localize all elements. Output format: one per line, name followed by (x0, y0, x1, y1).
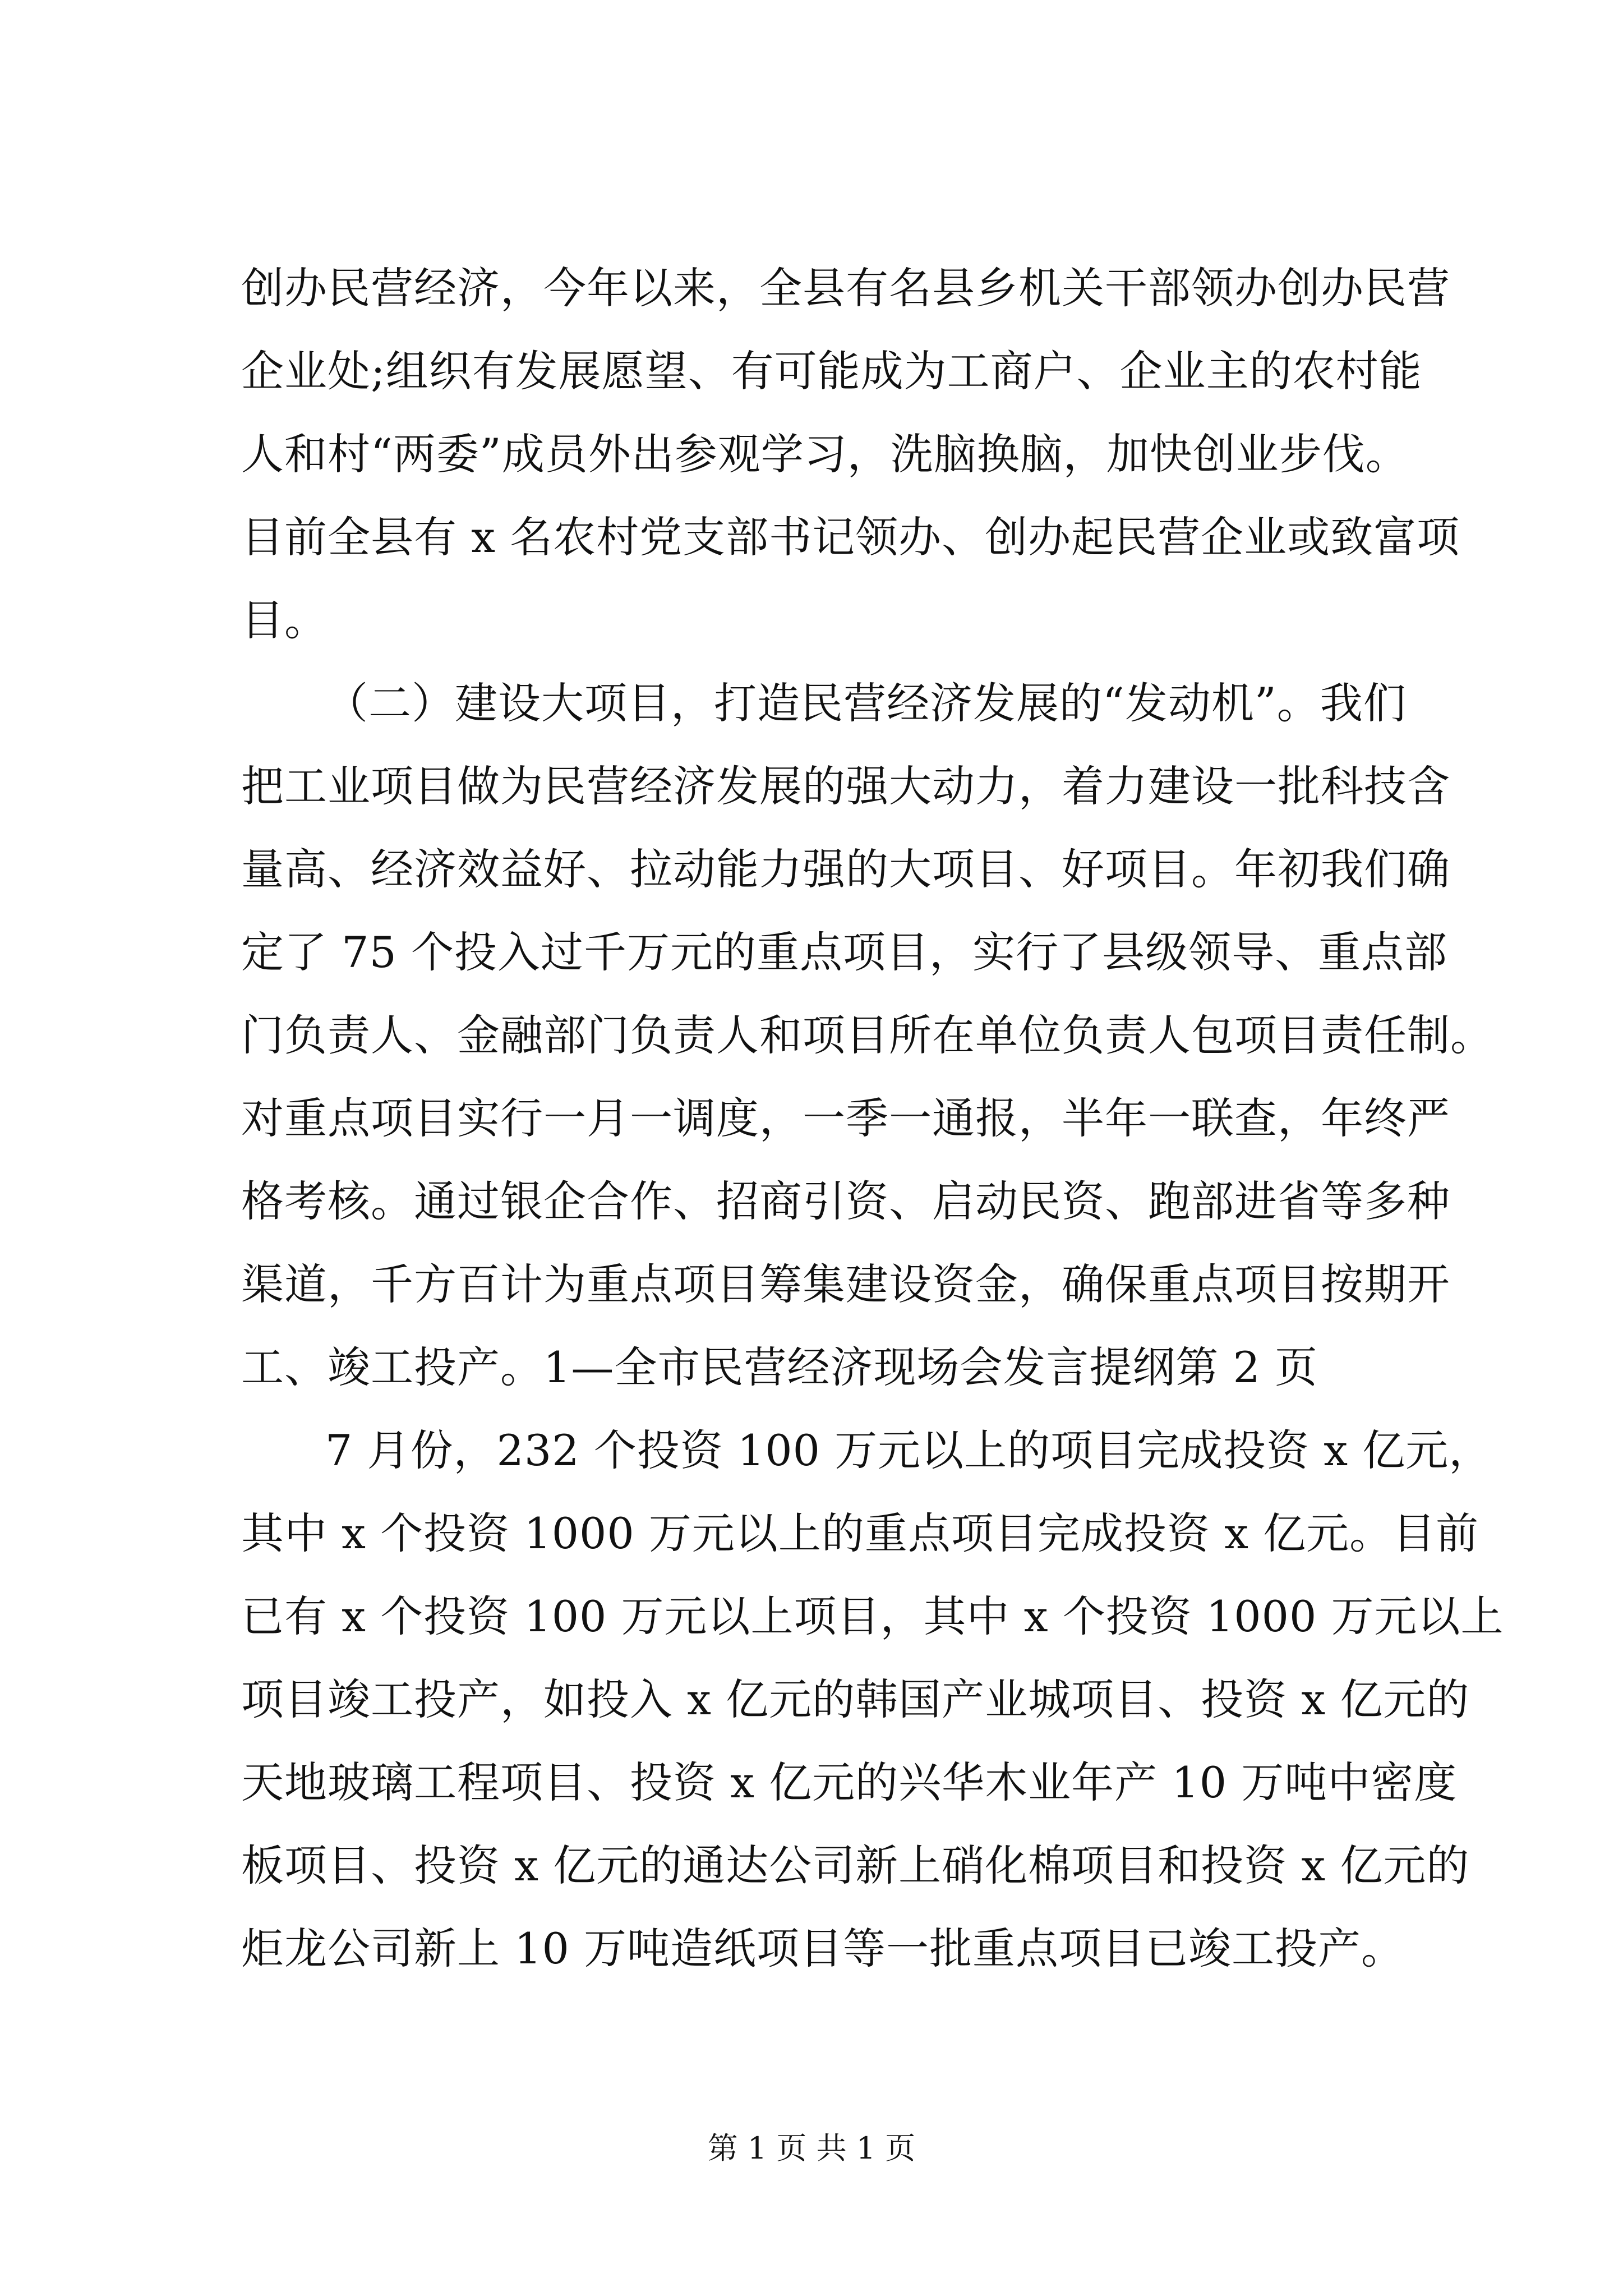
page-footer (0, 2126, 1623, 2171)
text-line: 人和村“两委”成员外出参观学习，洗脑换脑，加快创业步伐。 (241, 429, 1409, 479)
text-line: 渠道，千方百计为重点项目筹集建设资金，确保重点项目按期开 (241, 1259, 1450, 1309)
text-line: 定了 75 个投入过千万元的重点项目，实行了县级领导、重点部 (241, 927, 1448, 977)
text-line: 天地玻璃工程项目、投资 x 亿元的兴华木业年产 10 万吨中密度 (241, 1757, 1458, 1807)
text-line: 门负责人、金融部门负责人和项目所在单位负责人包项目责任制。 (241, 1010, 1493, 1060)
text-line: 其中 x 个投资 1000 万元以上的重点项目完成投资 x 亿元。目前 (241, 1508, 1479, 1558)
paragraph-start-line: 7 月份，232 个投资 100 万元以上的项目完成投资 x 亿元， (325, 1425, 1492, 1475)
text-line: 已有 x 个投资 100 万元以上项目，其中 x 个投资 1000 万元以上 (241, 1591, 1504, 1641)
text-line: 目前全县有 x 名农村党支部书记领办、创办起民营企业或致富项 (241, 512, 1460, 562)
text-line: 目。 (241, 595, 328, 645)
text-line: 对重点项目实行一月一调度，一季一通报，半年一联查，年终严 (241, 1093, 1450, 1143)
text-line: 项目竣工投产，如投入 x 亿元的韩国产业城项目、投资 x 亿元的 (241, 1674, 1470, 1724)
text-line: 工、竣工投产。1—全市民营经济现场会发言提纲第 2 页 (241, 1342, 1318, 1392)
paragraph-start-line: （二）建设大项目，打造民营经济发展的“发动机”。我们 (325, 678, 1407, 728)
text-line: 把工业项目做为民营经济发展的强大动力，着力建设一批科技含 (241, 761, 1450, 811)
text-line: 企业处;组织有发展愿望、有可能成为工商户、企业主的农村能 (241, 346, 1422, 396)
text-line: 格考核。通过银企合作、招商引资、启动民资、跑部进省等多种 (241, 1176, 1450, 1226)
text-line: 炬龙公司新上 10 万吨造纸项目等一批重点项目已竣工投产。 (241, 1924, 1405, 1973)
text-line: 板项目、投资 x 亿元的通达公司新上硝化棉项目和投资 x 亿元的 (241, 1841, 1470, 1890)
text-line: 创办民营经济，今年以来，全县有名县乡机关干部领办创办民营 (241, 263, 1450, 313)
text-line: 量高、经济效益好、拉动能力强的大项目、好项目。年初我们确 (241, 844, 1450, 894)
document-body (241, 247, 1504, 1990)
page-number-label: 第 1 页 共 1 页 (707, 2131, 916, 2166)
